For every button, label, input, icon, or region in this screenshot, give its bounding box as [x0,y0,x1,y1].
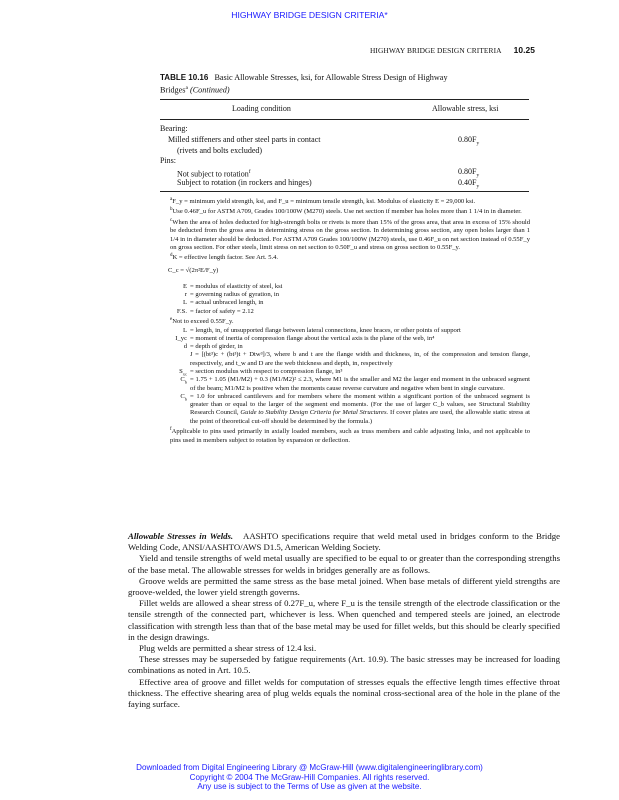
row-label: Pins: [160,156,177,166]
top-banner[interactable]: HIGHWAY BRIDGE DESIGN CRITERIA* [231,10,388,20]
definition: L = actual unbraced length, in [182,299,264,307]
table-row [160,156,529,167]
j-formula: J = [(bt³)c + (bt³)t + Dtw³]/3 [190,351,270,359]
paragraph: Allowable Stresses in Welds. AASHTO specifications require that weld metal used in bridges conform to the Bridge Welding Code, ANSI/AASHTO/AWS D1.5, American Welding Society. [128,531,560,553]
footer-copyright: Copyright © 2004 The McGraw-Hill Companies. All rights reserved. [189,772,430,782]
footnote-e: $^e$Not to exceed 0.55F_y. [170,317,234,326]
footnote-d: $^d$K = effective length factor. See Art. 5.4. [170,253,279,262]
definition: F.S. = factor of safety = 2.12 [176,307,254,315]
footnote-f: $^f$Applicable to pins used primarily in axially loaded members, such as truss members and cable adjusting links, and not applicable to pins used in members subject to rotation by expansion or deflection. [170,427,530,444]
paragraph: Effective area of groove and fillet welds for computation of stresses equals the effective length times effective throat thickness. The effective shearing area of plug welds equals the nominal cross-sectional area of the hole in the plane of the faying surface. [128,676,560,710]
caption-line1: Basic Allowable Stresses, ksi, for Allowable Stress Design of Highway [214,73,448,82]
row-label: Subject to rotation (in rockers and hinges) [177,177,312,187]
table-top-rule [160,99,529,100]
page-number: 10.25 [513,45,536,55]
col-header-stress: Allowable stress, ksi [432,104,499,113]
row-value: $0.80F_y$ [458,134,480,147]
footnote-a: $^a$F_y = minimum yield strength, ksi, and F_u = minimum tensile strength, ksi. Modulus of elasticity E = 29,000 ksi. [170,197,476,206]
body-text [128,531,560,710]
row-label: Bearing: [160,124,188,133]
table-footnotes [160,196,530,445]
row-label: Not subject to rotation [177,169,249,179]
table-header-rule [160,119,529,120]
table-caption [160,72,560,96]
table-row: Not subject to rotation$^f$ $0.80F_y$ [160,167,529,178]
section-heading: Allowable Stresses in Welds. [128,531,234,541]
j-definition: J = [(bt³)c + (bt³)t + Dtw³]/3, where b and t are the flange width and thickness, in, of the compression and tension flange, respectively, and t_w and D are the web thickness and depth, in, respectively [190,351,531,367]
paragraph: These stresses may be superseded by fatigue requirements (Art. 10.9). The basic stresses may be increased for loading combinations as noted in Art. 10.5. [128,654,560,676]
table-row [160,135,529,146]
row-value: $0.40F_y$ [458,177,480,190]
table-number: TABLE 10.16 [160,73,209,82]
paragraph: Yield and tensile strengths of weld metal usually are specified to be equal to or greater than the corresponding strengths of the base metal. The allowable stresses for welds in bridges generally are as follows. [128,553,560,575]
definition: $C_b$ = 1.0 for unbraced cantilevers and for members where the moment within a significant portion of the unbraced segment is greater than or equal to the larger of the segment end moments. (For the use of larger C_b values, see Structural Stability Research Council, Guide to Stability Design Criteria for Metal Structures. If cover plates are used, the allowable static stress at the point of theoretical cut-off should be determined by the formula.) [180,392,530,425]
table-body [160,124,529,189]
paragraph: Groove welds are permitted the same stress as the base metal joined. When base metals of different yield strengths are groove-welded, the lower yield strength governs. [128,575,560,598]
definition: r = governing radius of gyration, in [184,291,280,299]
caption-continued: (Continued) [189,85,230,95]
caption-line2: Bridges [160,85,186,95]
footer-download-link[interactable]: Downloaded from Digital Engineering Library @ McGraw-Hill (www.digitalengineeringlibrary.com) [136,763,483,772]
paragraph: Plug welds are permitted a shear stress of 12.4 ksi. [139,643,317,654]
footnote-c: $^c$When the area of holes deducted for high-strength bolts or rivets is more than 15% of the gross area, that area in excess of 15% should be deducted from the gross area in determining stress on the gross section. In determining gross section, any open holes larger than 1 1/4 in in diameter should be deducted. For ASTM A709 Grades 100/100W (M270) steels, use 0.46F_u on net section instead of 0.55F_y on gross section. For other steels, limit stress on net section to 0.50F_u and stress on gross section to 0.55F_y. [170,217,530,252]
col-header-condition: Loading condition [232,104,291,113]
definition: d = depth of girder, in [183,343,243,351]
definition: L = length, in, of unsupported flange between lateral connections, knee braces, or other points of support [182,326,461,334]
running-head-title: HIGHWAY BRIDGE DESIGN CRITERIA [370,46,502,55]
row-value: $0.80F_y$ [458,167,480,179]
definition: $S_{xc}$ = section modulus with respect to compression flange, in³ [179,367,343,377]
table-bottom-rule [160,191,529,192]
cc-formula: C_c = √(2π²E/F_y) [168,266,219,274]
table-row [160,146,529,157]
download-footer [0,763,619,792]
paragraph: Fillet welds are allowed a shear stress of 0.27F_u, where F_u is the tensile strength of the electrode classification or the tensile strength of the connected part, whichever is less. When quenched and tempered steels are joined, an electrode classification with strength less than that of the base metal may be used for fillet welds, but this should be clearly specified in the design drawings. [128,598,560,642]
row-label: (rivets and bolts excluded) [177,145,263,155]
definition: E = modulus of elasticity of steel, ksi [182,282,283,290]
table-row [160,178,529,189]
footnote-b: $^b$Use 0.46F_u for ASTM A709, Grades 100/100W (M270) steels. Use net section if member has holes more than 1 1/4 in in diameter. [170,207,522,216]
row-label: Milled stiffeners and other steel parts in contact [168,134,321,144]
table-row [160,124,529,135]
running-head [370,45,558,55]
footer-terms-link[interactable]: Any use is subject to the Terms of Use as given at the website. [197,782,422,792]
caption-sup: a [185,85,188,91]
definition: I_yc = moment of inertia of compression flange about the vertical axis is the plane of the web, in⁴ [175,334,435,342]
definition: $C_b$ = 1.75 + 1.05 (M1/M2) + 0.3 (M1/M2)² ≤ 2.3, where M1 is the smaller and M2 the larger end moment in the unbraced segment of the beam; M1/M2 is positive when the moments cause reverse curvature and negative when bent in single curvature. [180,376,530,392]
